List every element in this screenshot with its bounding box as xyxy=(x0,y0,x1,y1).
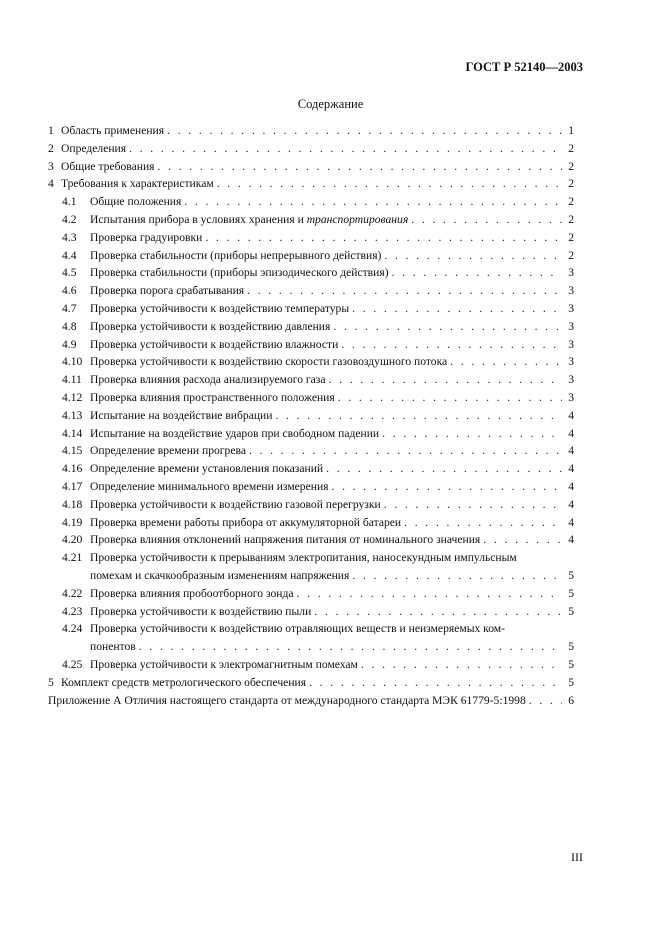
toc-entry-number: 4.3 xyxy=(62,230,77,244)
toc-entry-number: 4.21 xyxy=(62,551,83,565)
toc-entry[interactable] xyxy=(48,674,574,692)
toc-leader-dots xyxy=(411,211,562,229)
toc-entry-number: 4.13 xyxy=(62,408,83,422)
toc-entry-number: 4.25 xyxy=(62,657,83,671)
toc-entry-number: 4 xyxy=(48,177,54,191)
toc-entry[interactable] xyxy=(48,300,574,318)
toc-entry-title: Проверка устойчивости к воздействию влажности xyxy=(90,337,339,351)
toc-entry-page: 2 xyxy=(568,177,574,191)
toc-entry-number: 4.6 xyxy=(62,284,77,298)
toc-leader-dots xyxy=(249,442,562,460)
toc-entry-page: 3 xyxy=(568,390,574,404)
toc-leader-dots xyxy=(275,407,562,425)
toc-leader-dots xyxy=(205,229,562,247)
toc-entry-page: 2 xyxy=(568,141,574,155)
toc-entry-page: 3 xyxy=(568,337,574,351)
toc-entry-page: 1 xyxy=(568,124,574,137)
toc-entry-page: 4 xyxy=(568,426,574,440)
toc-entry-number: 4.8 xyxy=(62,319,77,333)
toc-entry-title: Испытание на воздействие ударов при свободном падении xyxy=(90,426,380,440)
toc-entry-title: Испытание на воздействие вибрации xyxy=(90,408,273,422)
toc-entry-page: 6 xyxy=(568,693,574,707)
toc-entry-title-italic: транспортирования xyxy=(306,212,409,226)
toc-leader-dots xyxy=(341,336,562,354)
toc-entry-page: 4 xyxy=(568,497,574,511)
toc-entry[interactable] xyxy=(48,620,574,638)
toc-entry-page: 3 xyxy=(568,266,574,280)
toc-entry-title: Комплект средств метрологического обеспечения xyxy=(61,675,307,689)
toc-entry-title: Проверка градуировки xyxy=(90,230,203,244)
toc-entry-page: 4 xyxy=(568,515,574,529)
document-header: ГОСТ Р 52140—2003 xyxy=(465,60,583,74)
toc-entry-title-continued: понентов xyxy=(90,640,136,654)
toc-entry-title: Проверка устойчивости к воздействию пыли xyxy=(90,604,312,618)
toc-entry-number: 4.7 xyxy=(62,301,77,315)
toc-entry-page: 2 xyxy=(568,230,574,244)
toc-leader-dots xyxy=(297,585,562,603)
toc-entry[interactable] xyxy=(48,656,574,674)
toc-entry-page: 4 xyxy=(568,408,574,422)
toc-entry-number: 4.2 xyxy=(62,212,77,226)
toc-entry-page: 2 xyxy=(568,248,574,262)
toc-leader-dots xyxy=(352,567,562,585)
toc-entry-title: Проверка устойчивости к воздействию температуры xyxy=(90,301,350,315)
toc-leader-dots xyxy=(314,603,562,621)
toc-entry[interactable] xyxy=(48,264,574,282)
toc-entry-page: 3 xyxy=(568,355,574,369)
toc-leader-dots xyxy=(333,318,562,336)
toc-entry-page: 4 xyxy=(568,462,574,476)
toc-entry-page: 5 xyxy=(568,675,574,689)
toc-entry-page: 5 xyxy=(568,640,574,654)
toc-entry-page: 2 xyxy=(568,159,574,173)
page-number: III xyxy=(571,850,583,864)
toc-entry-number: 4.15 xyxy=(62,444,83,458)
toc-entry-title: Проверка влияния отклонений напряжения питания от номинального значения xyxy=(90,533,481,547)
toc-entry-title-continued: помехам и скачкообразным изменениям напряжения xyxy=(90,568,350,582)
toc-entry-title: Проверка времени работы прибора от аккумуляторной батареи xyxy=(90,515,402,529)
toc-entry[interactable] xyxy=(48,692,574,710)
toc-entry-number: 4.5 xyxy=(62,266,77,280)
toc-entry[interactable] xyxy=(48,460,574,478)
toc-entry[interactable] xyxy=(48,603,574,621)
toc-entry-number: 4.9 xyxy=(62,337,77,351)
toc-leader-dots xyxy=(361,656,562,674)
toc-leader-dots xyxy=(158,158,562,176)
toc-entry-title: Общие положения xyxy=(90,195,182,209)
toc-entry-number: 5 xyxy=(48,675,54,689)
toc-leader-dots xyxy=(529,692,562,710)
toc-entry-number: 4.14 xyxy=(62,426,83,440)
toc-leader-dots xyxy=(217,175,562,193)
toc-entry[interactable] xyxy=(48,531,574,549)
toc-entry-page: 5 xyxy=(568,586,574,600)
toc-entry-title: Общие требования xyxy=(61,159,155,173)
toc-entry-title: Определение времени установления показаний xyxy=(90,462,324,476)
toc-entry-page: 3 xyxy=(568,373,574,387)
toc-entry-number: 1 xyxy=(48,124,54,137)
toc-entry-number: 3 xyxy=(48,159,54,173)
toc-leader-dots xyxy=(184,193,562,211)
toc-entry[interactable] xyxy=(48,282,574,300)
toc-entry[interactable] xyxy=(48,442,574,460)
toc-entry-page: 3 xyxy=(568,301,574,315)
toc-entry-title: Требования к характеристикам xyxy=(61,177,214,191)
toc-entry[interactable] xyxy=(48,585,574,603)
toc-entry[interactable] xyxy=(48,514,574,532)
toc-leader-dots xyxy=(331,478,562,496)
toc-entry[interactable] xyxy=(48,353,574,371)
toc-entry[interactable] xyxy=(48,478,574,496)
toc-entry-title: Проверка влияния расхода анализируемого газа xyxy=(90,373,326,387)
toc-entry[interactable] xyxy=(48,247,574,265)
toc-entry-page: 4 xyxy=(568,479,574,493)
toc-entry-page: 4 xyxy=(568,533,574,547)
toc-entry-title: Область применения xyxy=(61,124,165,137)
toc-leader-dots xyxy=(139,638,562,656)
toc-entry[interactable] xyxy=(48,140,574,158)
toc-entry-title: Проверка устойчивости к воздействию отравляющих веществ и неизмеряемых ком- xyxy=(90,622,505,636)
toc-entry-page: 5 xyxy=(568,568,574,582)
toc-entry-page: 2 xyxy=(568,212,574,226)
toc-entry-page: 2 xyxy=(568,195,574,209)
toc-entry[interactable] xyxy=(48,549,574,567)
toc-leader-dots xyxy=(483,531,562,549)
toc-entry-number: 4.10 xyxy=(62,355,83,369)
toc-leader-dots xyxy=(352,300,562,318)
toc-entry-title: Проверка влияния пространственного положения xyxy=(90,390,335,404)
toc-entry-number: 4.20 xyxy=(62,533,83,547)
toc-entry-number: 2 xyxy=(48,141,54,155)
toc-entry-page: 3 xyxy=(568,319,574,333)
toc-entry-title: Испытания прибора в условиях хранения и транспортирования xyxy=(90,212,409,226)
toc-leader-dots xyxy=(247,282,562,300)
toc-entry[interactable] xyxy=(48,318,574,336)
toc-leader-dots xyxy=(129,140,562,158)
toc-entry[interactable] xyxy=(48,336,574,354)
toc-entry-title: Проверка стабильности (приборы эпизодического действия) xyxy=(90,266,389,280)
toc-entry-title: Проверка устойчивости к прерываниям электропитания, наносекундным импульсным xyxy=(90,551,517,565)
toc-leader-dots xyxy=(326,460,562,478)
toc-entry-title: Определение времени прогрева xyxy=(90,444,246,458)
toc-entry[interactable] xyxy=(48,389,574,407)
toc-entry-title: Проверка устойчивости к электромагнитным помехам xyxy=(90,657,358,671)
toc-entry[interactable] xyxy=(48,122,574,140)
toc-entry-number: 4.19 xyxy=(62,515,83,529)
toc-leader-dots xyxy=(384,247,562,265)
toc-entry-number: 4.22 xyxy=(62,586,83,600)
toc-leader-dots xyxy=(404,514,562,532)
toc-entry[interactable] xyxy=(48,371,574,389)
toc-entry-number: 4.1 xyxy=(62,195,77,209)
toc-leader-dots xyxy=(450,353,562,371)
toc-entry-title: Проверка устойчивости к воздействию скорости газовоздушного потока xyxy=(90,355,448,369)
toc-entry-number: 4.11 xyxy=(62,373,82,387)
toc-entry[interactable] xyxy=(48,425,574,443)
toc-entry-continuation[interactable] xyxy=(48,638,574,656)
toc-title: Содержание xyxy=(297,97,364,111)
toc-entry-continuation[interactable] xyxy=(48,567,574,585)
toc-entry-page: 3 xyxy=(568,284,574,298)
toc-entry-title: Проверка порога срабатывания xyxy=(90,284,245,298)
toc-entry-number: 4.18 xyxy=(62,497,83,511)
toc-entry-title: Проверка устойчивости к воздействию газовой перегрузки xyxy=(90,497,381,511)
toc-entry[interactable] xyxy=(48,407,574,425)
toc-leader-dots xyxy=(309,674,562,692)
toc-entry-title: Проверка влияния пробоотборного зонда xyxy=(90,586,294,600)
toc-entry-title: Проверка стабильности (приборы непрерывного действия) xyxy=(90,248,382,262)
toc-entry-number: 4.24 xyxy=(62,622,83,636)
toc-entry-title: Проверка устойчивости к воздействию давления xyxy=(90,319,331,333)
toc-entry[interactable] xyxy=(48,175,574,193)
toc-entry-page: 5 xyxy=(568,657,574,671)
toc-leader-dots xyxy=(382,425,562,443)
toc-entry-number: 4.16 xyxy=(62,462,83,476)
toc-entry-number: 4.23 xyxy=(62,604,83,618)
toc-leader-dots xyxy=(392,264,562,282)
toc-entry[interactable] xyxy=(48,496,574,514)
toc-leader-dots xyxy=(338,389,562,407)
toc-entry-title: Определения xyxy=(61,141,127,155)
toc-entry-number: 4.4 xyxy=(62,248,77,262)
toc-entry[interactable] xyxy=(48,211,574,229)
toc-entry[interactable] xyxy=(48,229,574,247)
toc-entry-number: 4.12 xyxy=(62,390,83,404)
toc-entry[interactable] xyxy=(48,193,574,211)
toc-leader-dots xyxy=(384,496,562,514)
toc-leader-dots xyxy=(329,371,562,389)
toc-entry-page: 4 xyxy=(568,444,574,458)
toc-leader-dots xyxy=(167,122,562,140)
toc-entry-title: Приложение А Отличия настоящего стандарта от международного стандарта МЭК 61779-5:1998 xyxy=(48,693,526,707)
table-of-contents xyxy=(48,122,574,709)
toc-entry-page: 5 xyxy=(568,604,574,618)
toc-entry-title: Определение минимального времени измерения xyxy=(90,479,329,493)
toc-entry[interactable] xyxy=(48,158,574,176)
toc-entry-number: 4.17 xyxy=(62,479,83,493)
